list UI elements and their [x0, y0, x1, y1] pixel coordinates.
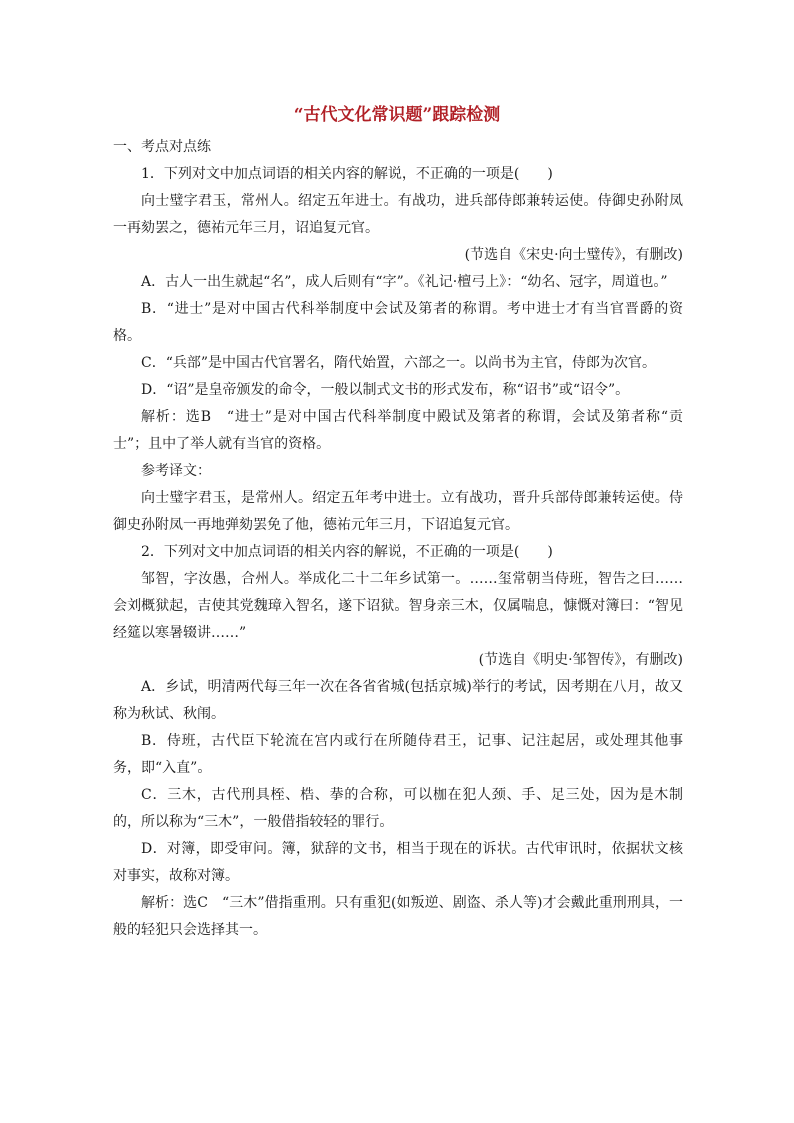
question-2-stem: 2．下列对文中加点词语的相关内容的解说，不正确的一项是( ) [141, 544, 553, 560]
question-2-passage: 邹智，字汝愚，合州人。举成化二十二年乡试第一。……玺常朝当侍班，智告之曰……会刘概狱起，吉使其党魏璋入智名，遂下诏狱。智身亲三木，仅属喘息，慷慨对簿曰：“智见经筵以寒暑辍讲……” [113, 571, 683, 641]
question-2-source: (节选自《明史·邹智传》，有删改) [478, 652, 683, 668]
question-2-option-c: C．三木，古代刑具桎、梏、拲的合称，可以枷在犯人颈、手、足三处，因为是木制的，所以称为“三木”，一般借指较轻的罪行。 [113, 787, 683, 830]
question-1-option-d: D．“诏”是皇帝颁发的命令，一般以制式文书的形式发布，称“诏书”或“诏令”。 [141, 382, 630, 398]
question-1-stem: 1．下列对文中加点词语的相关内容的解说，不正确的一项是( ) [141, 166, 553, 182]
section-heading: 一、考点对点练 [113, 139, 211, 155]
question-1-translation: 向士璧字君玉，是常州人。绍定五年考中进士。立有战功，晋升兵部侍郎兼转运使。侍御史孙附凤一再地弹劾罢免了他，德祐元年三月，下诏追复元官。 [113, 490, 683, 533]
question-2-option-d: D．对簿，即受审问。簿，狱辞的文书，相当于现在的诉状。古代审讯时，依据状文核对事实，故称对簿。 [113, 841, 683, 884]
translation-label: 参考译文： [141, 463, 211, 479]
question-1-analysis: 解析：选B “进士”是对中国古代科举制度中殿试及第者的称谓，会试及第者称“贡士”；且中了举人就有当官的资格。 [113, 409, 683, 452]
question-1-option-b: B．“进士”是对中国古代科举制度中会试及第者的称谓。考中进士才有当官晋爵的资格。 [113, 301, 683, 344]
question-1-source: (节选自《宋史·向士璧传》，有删改) [464, 247, 683, 263]
question-1-passage: 向士璧字君玉，常州人。绍定五年进士。有战功，进兵部侍郎兼转运使。侍御史孙附凤一再劾罢之，德祐元年三月，诏追复元官。 [113, 193, 683, 236]
question-2-option-a: A．乡试，明清两代每三年一次在各省省城(包括京城)举行的考试，因考期在八月，故又称为秋试、秋闱。 [113, 679, 683, 722]
question-2-option-b: B．侍班，古代臣下轮流在宫内或行在所随侍君王，记事、记注起居，或处理其他事务，即“入直”。 [113, 733, 683, 776]
question-2-analysis: 解析：选C “三木”借指重刑。只有重犯(如叛逆、剧盗、杀人等)才会戴此重刑刑具，一般的轻犯只会选择其一。 [113, 895, 683, 938]
question-1-option-a: A．古人一出生就起“名”，成人后则有“字”。《礼记·檀弓上》：“幼名、冠字，周道也。” [141, 274, 668, 290]
document-body [113, 134, 683, 944]
question-1-option-c: C．“兵部”是中国古代官署名，隋代始置，六部之一。以尚书为主官，侍郎为次官。 [141, 355, 657, 371]
page-title: “古代文化常识题”跟踪检测 [293, 105, 501, 125]
